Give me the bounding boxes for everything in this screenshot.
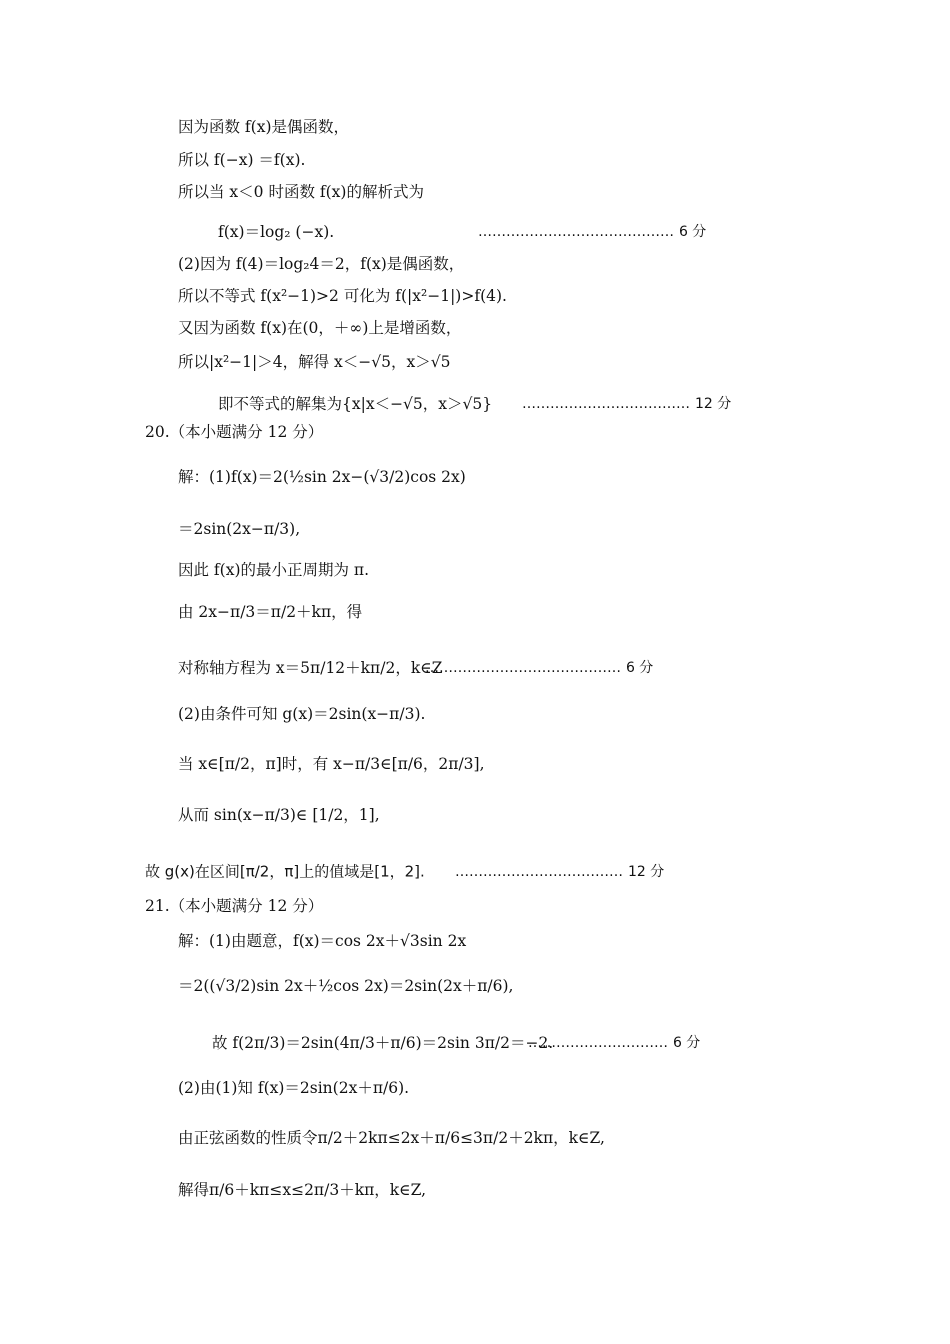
- score-label: 12 分: [694, 396, 732, 412]
- text-line: (2)因为 f(4)＝log₂4＝2，f(x)是偶函数，: [178, 255, 465, 273]
- score-dots: ……………………………………: [478, 224, 674, 240]
- text-line: 因此 f(x)的最小正周期为 π.: [178, 561, 370, 579]
- text-line: 解：(1)f(x)＝2(½sin 2x−(√3/2)cos 2x): [178, 468, 466, 486]
- text-line: 由正弦函数的性质令π/2＋2kπ≤2x＋π/6≤3π/2＋2kπ，k∈Z,: [178, 1129, 605, 1147]
- score-label: 6 分: [672, 1035, 701, 1051]
- text-line: ＝2((√3/2)sin 2x＋½cos 2x)＝2sin(2x＋π/6),: [178, 977, 514, 995]
- text-line: 解：(1)由题意，f(x)＝cos 2x＋√3sin 2x: [178, 932, 467, 950]
- text-line: 故 g(x)在区间[π/2，π]上的值域是[1，2].: [145, 862, 425, 881]
- score-dots: ……………………………………: [425, 660, 621, 676]
- text-line: f(x)＝log₂ (−x).: [218, 223, 335, 241]
- text-line: 即不等式的解集为{x|x＜−√5，x＞√5}: [218, 395, 493, 413]
- score-label: 6 分: [678, 224, 707, 240]
- text-line: 由 2x−π/3＝π/2＋kπ，得: [178, 603, 363, 621]
- score-dots: ………………………………: [522, 396, 690, 412]
- text-line: 所以|x²−1|＞4，解得 x＜−√5，x＞√5: [178, 353, 451, 371]
- text-line: 故 f(2π/3)＝2sin(4π/3＋π/6)＝2sin 3π/2＝−2.: [212, 1034, 554, 1052]
- text-line: 所以当 x＜0 时函数 f(x)的解析式为: [178, 183, 424, 201]
- text-line: 对称轴方程为 x＝5π/12＋kπ/2，k∈Z: [178, 659, 443, 677]
- score-dots: ………………………………: [455, 864, 623, 880]
- text-line: 因为函数 f(x)是偶函数，: [178, 118, 350, 136]
- text-line: 所以不等式 f(x²−1)>2 可化为 f(|x²−1|)>f(4).: [178, 287, 507, 305]
- text-line: 所以 f(−x) ＝f(x).: [178, 151, 306, 169]
- score-label: 6 分: [625, 660, 654, 676]
- text-line: ＝2sin(2x−π/3),: [178, 520, 301, 538]
- score-mark: [522, 392, 731, 415]
- score-mark: [455, 860, 664, 883]
- score-mark: [425, 656, 653, 679]
- text-line: 又因为函数 f(x)在(0，＋∞)上是增函数，: [178, 319, 462, 337]
- problem-heading: 21.（本小题满分 12 分）: [145, 897, 324, 915]
- score-mark: [528, 1031, 700, 1054]
- text-line: (2)由(1)知 f(x)＝2sin(2x＋π/6).: [178, 1079, 410, 1097]
- problem-heading: 20.（本小题满分 12 分）: [145, 423, 324, 441]
- text-line: 解得π/6＋kπ≤x≤2π/3＋kπ，k∈Z,: [178, 1181, 427, 1199]
- score-dots: …………………………: [528, 1035, 668, 1051]
- score-label: 12 分: [627, 864, 665, 880]
- score-mark: [478, 220, 706, 243]
- text-line: 从而 sin(x−π/3)∈ [1/2，1],: [178, 806, 380, 824]
- text-line: (2)由条件可知 g(x)＝2sin(x−π/3).: [178, 705, 426, 723]
- text-line: 当 x∈[π/2，π]时，有 x−π/3∈[π/6，2π/3],: [178, 755, 485, 773]
